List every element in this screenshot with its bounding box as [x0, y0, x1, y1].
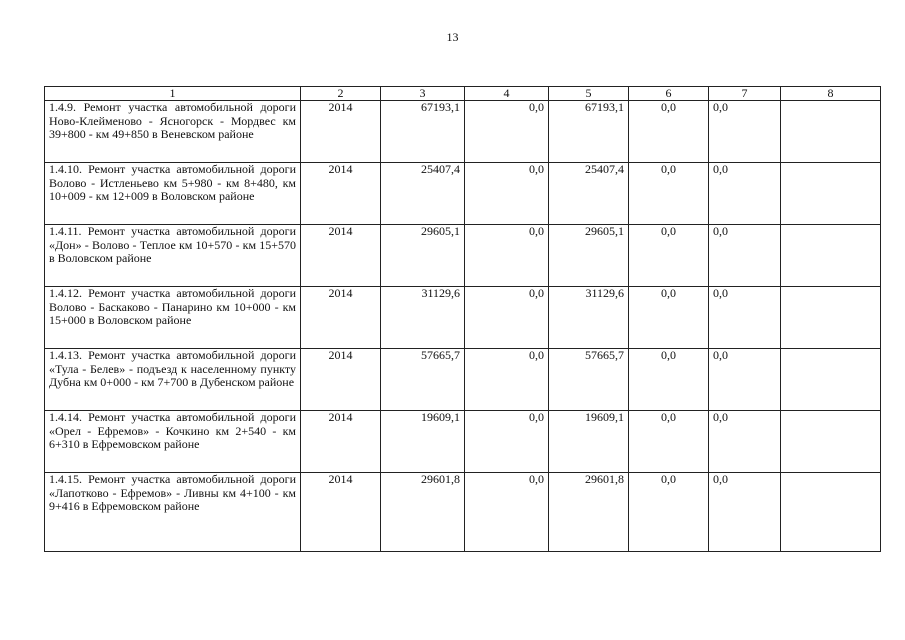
row-col7: 0,0: [709, 287, 781, 349]
row-year: 2014: [301, 101, 381, 163]
row-col8: [781, 473, 881, 552]
row-col8: [781, 349, 881, 411]
row-col4: 0,0: [465, 349, 549, 411]
row-col3: 31129,6: [381, 287, 465, 349]
column-header: 7: [709, 87, 781, 101]
row-year: 2014: [301, 411, 381, 473]
row-description: 1.4.12. Ремонт участка автомобильной дороги Волово - Баскаково - Панарино км 10+000 - км 15+000 в Воловском районе: [45, 287, 301, 349]
row-col4: 0,0: [465, 101, 549, 163]
row-col7: 0,0: [709, 225, 781, 287]
row-description: 1.4.15. Ремонт участка автомобильной дороги «Лапотково - Ефремов» - Ливны км 4+100 - км 9+416 в Ефремовском районе: [45, 473, 301, 552]
row-col3: 25407,4: [381, 163, 465, 225]
row-year: 2014: [301, 287, 381, 349]
table-row: [45, 349, 881, 411]
row-col5: 25407,4: [549, 163, 629, 225]
row-description: 1.4.10. Ремонт участка автомобильной дороги Волово - Истленьево км 5+980 - км 8+480, км 10+009 - км 12+009 в Воловском районе: [45, 163, 301, 225]
row-col6: 0,0: [629, 473, 709, 552]
page-number: 13: [446, 30, 459, 44]
row-year: 2014: [301, 349, 381, 411]
row-col3: 29601,8: [381, 473, 465, 552]
column-header: 8: [781, 87, 881, 101]
row-col5: 29601,8: [549, 473, 629, 552]
row-year: 2014: [301, 473, 381, 552]
row-col5: 29605,1: [549, 225, 629, 287]
table-header-row: [45, 87, 881, 101]
row-col5: 57665,7: [549, 349, 629, 411]
row-col8: [781, 287, 881, 349]
row-col3: 29605,1: [381, 225, 465, 287]
row-col4: 0,0: [465, 163, 549, 225]
row-col7: 0,0: [709, 163, 781, 225]
row-col7: 0,0: [709, 411, 781, 473]
row-col8: [781, 163, 881, 225]
column-header: 6: [629, 87, 709, 101]
row-year: 2014: [301, 163, 381, 225]
row-description: 1.4.9. Ремонт участка автомобильной дороги Ново-Клейменово - Ясногорск - Мордвес км 39+800 - км 49+850 в Веневском районе: [45, 101, 301, 163]
row-col7: 0,0: [709, 349, 781, 411]
table-row: [45, 225, 881, 287]
column-header: 5: [549, 87, 629, 101]
row-col8: [781, 225, 881, 287]
row-col4: 0,0: [465, 225, 549, 287]
row-col5: 19609,1: [549, 411, 629, 473]
row-col8: [781, 101, 881, 163]
row-year: 2014: [301, 225, 381, 287]
table-row: [45, 411, 881, 473]
row-description: 1.4.14. Ремонт участка автомобильной дороги «Орел - Ефремов» - Кочкино км 2+540 - км 6+310 в Ефремовском районе: [45, 411, 301, 473]
row-col4: 0,0: [465, 411, 549, 473]
table-row: [45, 101, 881, 163]
row-col8: [781, 411, 881, 473]
row-col6: 0,0: [629, 349, 709, 411]
row-col3: 57665,7: [381, 349, 465, 411]
row-description: 1.4.11. Ремонт участка автомобильной дороги «Дон» - Волово - Теплое км 10+570 - км 15+570 в Воловском районе: [45, 225, 301, 287]
row-col6: 0,0: [629, 287, 709, 349]
row-col7: 0,0: [709, 101, 781, 163]
row-col6: 0,0: [629, 101, 709, 163]
row-col7: 0,0: [709, 473, 781, 552]
row-col5: 31129,6: [549, 287, 629, 349]
table-row: [45, 287, 881, 349]
program-table: [44, 86, 881, 552]
row-description: 1.4.13. Ремонт участка автомобильной дороги «Тула - Белев» - подъезд к населенному пункту Дубна км 0+000 - км 7+700 в Дубенском районе: [45, 349, 301, 411]
row-col3: 19609,1: [381, 411, 465, 473]
column-header: 4: [465, 87, 549, 101]
table-row: [45, 473, 881, 552]
row-col4: 0,0: [465, 287, 549, 349]
row-col6: 0,0: [629, 163, 709, 225]
table-row: [45, 163, 881, 225]
row-col6: 0,0: [629, 225, 709, 287]
row-col4: 0,0: [465, 473, 549, 552]
column-header: 3: [381, 87, 465, 101]
row-col6: 0,0: [629, 411, 709, 473]
column-header: 1: [45, 87, 301, 101]
column-header: 2: [301, 87, 381, 101]
row-col5: 67193,1: [549, 101, 629, 163]
row-col3: 67193,1: [381, 101, 465, 163]
